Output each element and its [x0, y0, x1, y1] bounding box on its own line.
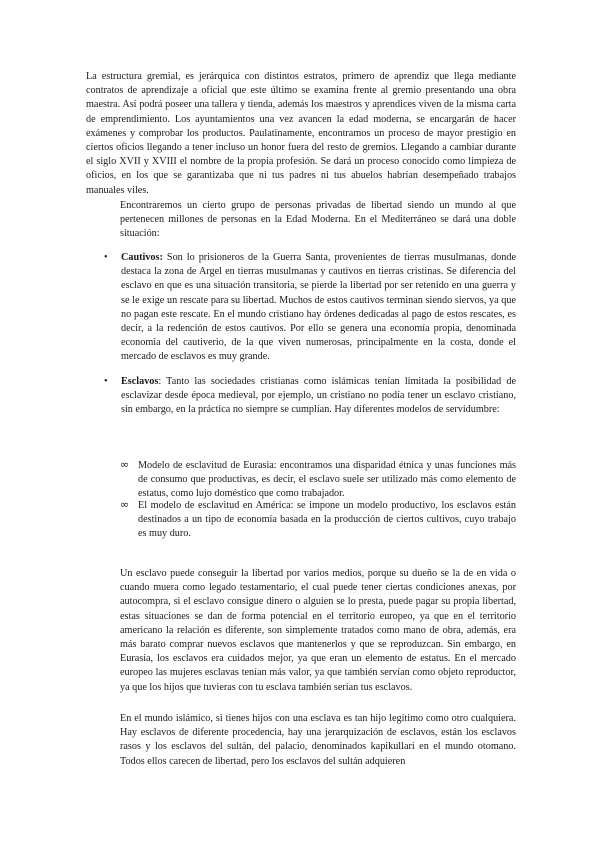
bullet-term: Esclavos	[121, 376, 159, 387]
infinity-bullet-icon: ∞	[120, 458, 130, 471]
bullet-esclavos	[121, 375, 516, 418]
bullet-term: Cautivos:	[121, 252, 163, 263]
sub-item-america: El modelo de esclavitud en América: se impone un modelo productivo, los esclavos están destinados a un tipo de economía basada en la producción de ciertos cultivos, cuyo trabajo es muy duro.	[138, 500, 516, 540]
bullet-marker: •	[104, 252, 108, 263]
paragraph-libertad-esclavo: Un esclavo puede conseguir la libertad por varios medios, porque su dueño se la de en vida o cuando muera como legado testamentario, el cual puede tener ciertas condiciones anexas, por autocompra, si el esclavo consigue dinero o alguien se lo presta, puede pagar su propia libertad, estas situaciones se dan de forma potencial en el territorio europeo, ya que en el territorio americano la relación es diferente, son simplemente tratados como mano de obra, además, era más barato comprar nuevos esclavos que mantenerlos y que se reproduzcan. Sin embargo, en Eurasia, los esclavos era cuidados mejor, ya que eran un elemento de estatus. En el mercado europeo las mujeres esclavas tenían más valor, ya que también servían como objeto reproductor, ya que los hijos que tuvieras con tu esclava también serían tus esclavos.	[120, 568, 516, 693]
bullet-text: Son lo prisioneros de la Guerra Santa, provenientes de tierras musulmanas, donde destaca la zona de Argel en tierras musulmanas y cautivos en tierras cristinas. Se diferencia del esclavo en que es una situación transitoria, se pierde la libertad por ser retenido en una guerra y se le exige un rescate para su libertad. Muchos de estos cautivos terminan siendo siervos, ya que no pagan este rescate. En el mundo cristiano hay órdenes dedicadas al pago de estos rescates, es decir, a la redención de estos cautivos. Por ello se genera una economía propia, denominada economía del cautiverio, de la que viven numerosas, principalmente en la costa, donde el mercado de esclavos es muy grande.	[121, 252, 516, 363]
paragraph-privados-libertad: Encontraremos un cierto grupo de personas privadas de libertad siendo un mundo al que pertenecen millones de personas en la Edad Moderna. En el Mediterráneo se dará una doble situación:	[120, 200, 516, 240]
bullet-cautivos	[121, 251, 516, 365]
infinity-bullet-icon: ∞	[120, 498, 130, 511]
bullet-marker: •	[104, 376, 108, 387]
bullet-text: : Tanto las sociedades cristianas como islámicas tenían limitada la posibilidad de esclavizar desde época medieval, por ejemplo, un cristiano no podía tener un esclavo cristiano, sin embargo, en la práctica no siempre se cumplían. Hay diferentes modelos de servidumbre:	[121, 376, 516, 416]
sub-item-eurasia: Modelo de esclavitud de Eurasia: encontramos una disparidad étnica y unas funciones más de consumo que productivas, es decir, el esclavo suele ser utilizado más como elemento de estatus, como lujo doméstico que como trabajador.	[138, 460, 516, 500]
paragraph-mundo-islamico: En el mundo islámico, si tienes hijos con una esclava es tan hijo legítimo como otro cualquiera. Hay esclavos de diferente procedencia, hay una jerarquización de esclavos, están los esclavos rasos y los esclavos del sultán, del palacio, denominados kapikullari en el mundo otomano. Todos ellos carecen de libertad, pero los esclavos del sultán adquieren	[120, 713, 516, 767]
paragraph-gremios: La estructura gremial, es jerárquica con distintos estratos, primero de aprendiz que llega mediante contratos de aprendizaje a oficial que este último se examina frente al gremio presentando una obra maestra. Así podrá poseer una tallera y tienda, además los maestros y aprendices viven de la misma carta de emprendimiento. Los ayuntamientos una vez avancen la edad moderna, se encargarán de hacer exámenes y comprobar los productos. Paulatinamente, encontramos un proceso de mayor prestigio en ciertos oficios llegando a tener incluso un honor fuera del resto de gremios. Llegando a cambiar durante el siglo XVII y XVIII el nombre de la propia profesión. Se dará un proceso conocido como limpieza de oficios, en los que se garantizaba que ni tus padres ni tus abuelos habrían desempeñado trabajos manuales viles.	[86, 71, 516, 196]
